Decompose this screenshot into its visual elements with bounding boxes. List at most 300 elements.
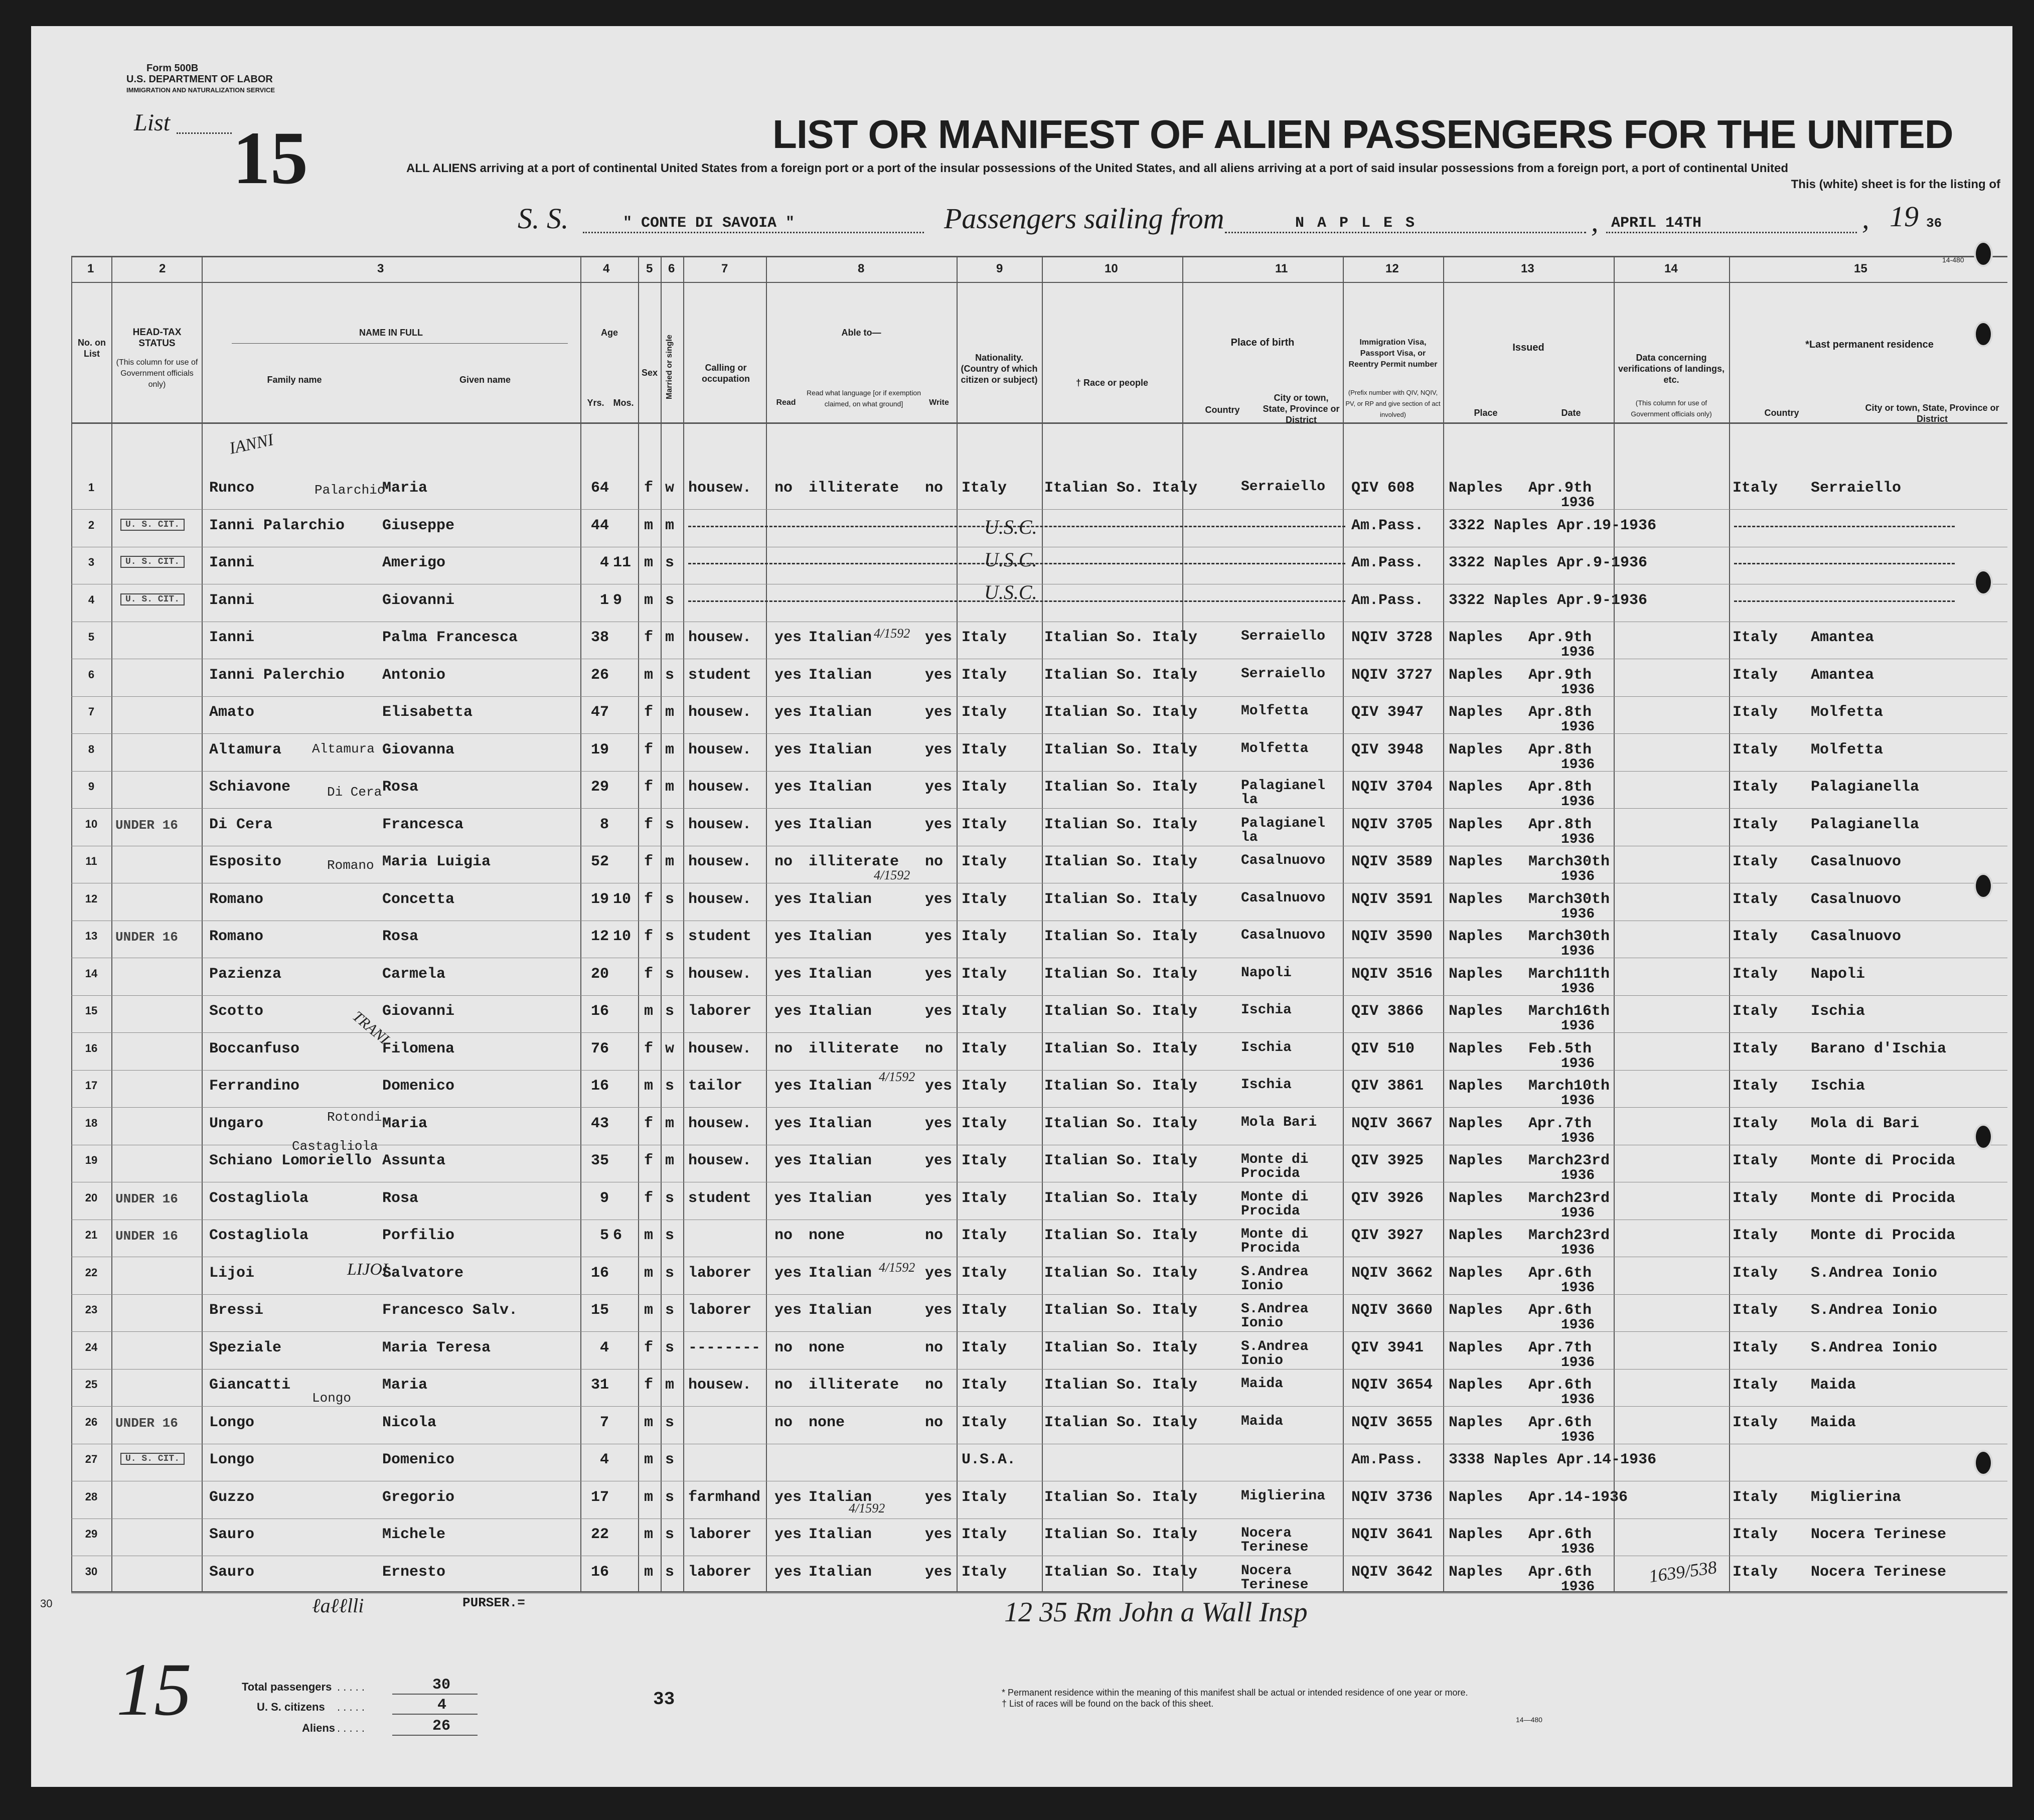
header-last-residence: *Last permanent residence xyxy=(1805,339,1934,350)
purser-signature: ℓaℓℓlli xyxy=(312,1594,364,1617)
row-number: 16 xyxy=(85,1042,98,1054)
cell-race: Italian So. xyxy=(1044,1265,1144,1282)
cell-bcity: Ischia xyxy=(1241,1040,1292,1055)
col-num-11: 11 xyxy=(1275,262,1288,275)
cell-given: Assunta xyxy=(382,1152,446,1169)
cell-idate: March16th xyxy=(1528,1003,1610,1020)
cell-rcountry: Italy xyxy=(1733,1489,1778,1506)
cell-occ: housew. xyxy=(688,704,752,721)
row-number: 12 xyxy=(85,892,98,905)
cell-occ: student xyxy=(688,1190,752,1207)
us-citizens-label: U. S. citizens xyxy=(257,1701,325,1713)
cell-bcountry: Italy xyxy=(1152,1564,1198,1581)
cell-write: yes xyxy=(925,704,953,721)
cell-sex: f xyxy=(644,1377,654,1394)
cell-bcountry: Italy xyxy=(1152,1339,1198,1356)
cell-iplace: Naples xyxy=(1449,779,1503,796)
cell-race: Italian So. xyxy=(1044,1227,1144,1244)
cell-ms: m xyxy=(665,741,675,759)
cell-nat: Italy xyxy=(962,704,1007,721)
cell-yrs: 1 xyxy=(599,592,609,609)
cell-rcountry: Italy xyxy=(1733,1377,1778,1394)
cell-yrs: 38 xyxy=(590,629,609,646)
cell-given: Maria xyxy=(382,1377,428,1394)
annotation-ianni: IANNI xyxy=(228,430,275,458)
cell-write: yes xyxy=(925,816,953,833)
cell-given: Francesco Salv. xyxy=(382,1302,518,1319)
cell-race: Italian So. xyxy=(1044,891,1144,908)
cell-visa: QIV 3866 xyxy=(1351,1003,1424,1020)
cell-idate: Apr.14-1936 xyxy=(1528,1489,1628,1506)
cell-race: Italian So. xyxy=(1044,1078,1144,1095)
cell-yrs: 16 xyxy=(590,1003,609,1020)
row-number: 20 xyxy=(85,1191,98,1204)
service: IMMIGRATION AND NATURALIZATION SERVICE xyxy=(126,86,275,94)
cell-ms: s xyxy=(665,1339,675,1356)
cell-family: Ianni Palerchio xyxy=(209,667,345,684)
cell-write: yes xyxy=(925,667,953,684)
cell-bcity: Nocera Terinese xyxy=(1241,1563,1309,1593)
cell-bcountry: Italy xyxy=(1152,480,1198,497)
cell-family: Romano xyxy=(209,928,264,945)
cell-rcity: Molfetta xyxy=(1811,704,1884,721)
total-passengers-label: Total passengers xyxy=(242,1681,332,1693)
cell-race: Italian So. xyxy=(1044,928,1144,945)
cell-given: Maria Luigia xyxy=(382,853,491,870)
cell-family: Schiano Lomoriello xyxy=(209,1152,372,1169)
header-given-name: Given name xyxy=(459,375,511,385)
cell-sex: f xyxy=(644,966,654,983)
cell-bcountry: Italy xyxy=(1152,704,1198,721)
cell-rcity: Ischia xyxy=(1811,1003,1865,1020)
cell-write: yes xyxy=(925,1489,953,1506)
cell-occ: student xyxy=(688,928,752,945)
cell-read: no xyxy=(774,1227,793,1244)
cell-sex: f xyxy=(644,1152,654,1169)
cell-sex: f xyxy=(644,1190,654,1207)
cell-iplace: Naples xyxy=(1449,1115,1503,1132)
ship-name: " CONTE DI SAVOIA " xyxy=(623,215,795,232)
cell-given: Michele xyxy=(382,1526,446,1543)
cell-yrs: 22 xyxy=(590,1526,609,1543)
row-divider xyxy=(71,733,2007,734)
cell-rcity: Maida xyxy=(1811,1414,1856,1431)
row-divider xyxy=(71,509,2007,510)
cell-iplace: Naples xyxy=(1449,1003,1503,1020)
cell-rcountry: Italy xyxy=(1733,1339,1778,1356)
cell-read: yes xyxy=(774,966,802,983)
comma-2: , xyxy=(1862,202,1869,235)
cell-iyear: 1936 xyxy=(1561,1542,1595,1557)
cell-sex: f xyxy=(644,704,654,721)
cell-race: Italian So. xyxy=(1044,704,1144,721)
cell-iplace: Naples xyxy=(1449,928,1503,945)
header-visa-note: (Prefix number with QIV, NQIV, PV, or RP and give section of act involved) xyxy=(1345,389,1441,418)
cell-family: Scotto xyxy=(209,1003,264,1020)
cell-rcountry: Italy xyxy=(1733,704,1778,721)
cell-visa: QIV 3948 xyxy=(1351,741,1424,759)
footnote-1: * Permanent residence within the meaning of this manifest shall be actual or intended residence of one year or more. xyxy=(1002,1688,1468,1698)
cell-ms: m xyxy=(665,1115,675,1132)
cell-rcity: Barano d'Ischia xyxy=(1811,1040,1947,1057)
footnote-2: † List of races will be found on the back of this sheet. xyxy=(1002,1699,1214,1709)
cell-bcity: Molfetta xyxy=(1241,703,1309,719)
row-divider xyxy=(71,1331,2007,1332)
cell-occ: student xyxy=(688,667,752,684)
cell-given: Giuseppe xyxy=(382,517,455,534)
cell-lang: Italian xyxy=(809,891,872,908)
cell-sex: f xyxy=(644,741,654,759)
cell-rcountry: Italy xyxy=(1733,629,1778,646)
head-tax-stamp: UNDER 16 xyxy=(115,818,178,833)
cell-idate: Apr.9th xyxy=(1528,629,1592,646)
cell-read: yes xyxy=(774,816,802,833)
cell-visa: NQIV 3641 xyxy=(1351,1526,1433,1543)
cell-ms: s xyxy=(665,1190,675,1207)
cell-nat: Italy xyxy=(962,629,1007,646)
cell-iyear: 1936 xyxy=(1561,869,1595,884)
row-total-mark: 30 xyxy=(40,1597,53,1610)
cell-sex: f xyxy=(644,891,654,908)
cell-bcountry: Italy xyxy=(1152,1414,1198,1431)
cell-race: Italian So. xyxy=(1044,1190,1144,1207)
cell-idate: March23rd xyxy=(1528,1190,1610,1207)
cell-yrs: 31 xyxy=(590,1377,609,1394)
cell-lang: Italian xyxy=(809,1526,872,1543)
cell-yrs: 52 xyxy=(590,853,609,870)
annotation-code-1: 4/1592 xyxy=(874,868,910,882)
cell-write: yes xyxy=(925,966,953,983)
cell-ms: m xyxy=(665,704,675,721)
cell-rcountry: Italy xyxy=(1733,1040,1778,1057)
cell-yrs: 47 xyxy=(590,704,609,721)
cell-visa: NQIV 3705 xyxy=(1351,816,1433,833)
cell-idate: Apr.6th xyxy=(1528,1265,1592,1282)
cell-visa: NQIV 3728 xyxy=(1351,629,1433,646)
cell-sex: f xyxy=(644,1339,654,1356)
cell-ms: s xyxy=(665,1003,675,1020)
row-number: 23 xyxy=(85,1303,98,1316)
row-number: 13 xyxy=(85,930,98,942)
cell-bcity: Ischia xyxy=(1241,1002,1292,1018)
cell-bcity: Maida xyxy=(1241,1376,1284,1392)
annotation-lijoi: LIJOI xyxy=(347,1260,388,1279)
row-number: 8 xyxy=(88,743,95,755)
header-res-city: City or town, State, Province or District xyxy=(1865,403,1999,424)
row-number: 2 xyxy=(88,519,95,531)
cell-rcity: Casalnuovo xyxy=(1811,853,1902,870)
cell-nat: Italy xyxy=(962,1339,1007,1356)
row-number: 7 xyxy=(88,705,95,718)
cell-given: Rosa xyxy=(382,779,419,796)
cell-bcity: Molfetta xyxy=(1241,741,1309,756)
col-num-9: 9 xyxy=(996,262,1003,275)
cell-write: yes xyxy=(925,1265,953,1282)
cell-nat: Italy xyxy=(962,1190,1007,1207)
cell-read: no xyxy=(774,853,793,870)
cell-iplace: Naples xyxy=(1449,1564,1503,1581)
cell-given: Salvatore xyxy=(382,1265,464,1282)
cell-sex: m xyxy=(644,554,654,571)
cell-rcountry: Italy xyxy=(1733,1302,1778,1319)
cell-iplace: Naples xyxy=(1449,667,1503,684)
cell-visa: NQIV 3704 xyxy=(1351,779,1433,796)
cell-sex: f xyxy=(644,480,654,497)
cell-yrs: 15 xyxy=(590,1302,609,1319)
dots-3: . . . . . xyxy=(337,1722,365,1734)
cell-iplace: Naples xyxy=(1449,1414,1503,1431)
cell-sex: m xyxy=(644,592,654,609)
cell-iyear: 1936 xyxy=(1561,1355,1595,1371)
col-num-15: 15 xyxy=(1854,262,1867,275)
header-country: Country xyxy=(1205,405,1240,415)
cell-sex: m xyxy=(644,1414,654,1431)
cell-occ: housew. xyxy=(688,853,752,870)
cell-race: Italian So. xyxy=(1044,480,1144,497)
head-tax-stamp: UNDER 16 xyxy=(115,1416,178,1431)
cell-bcity: Maida xyxy=(1241,1414,1284,1429)
cell-sex: f xyxy=(644,629,654,646)
cell-rcity: Nocera Terinese xyxy=(1811,1564,1947,1581)
cell-given: Domenico xyxy=(382,1451,455,1468)
cell-given: Rosa xyxy=(382,928,419,945)
col-num-2: 2 xyxy=(159,262,166,275)
cell-read: no xyxy=(774,480,793,497)
cell-rcountry: Italy xyxy=(1733,853,1778,870)
cell-yrs: 44 xyxy=(590,517,609,534)
cell-rcity: Monte di Procida xyxy=(1811,1152,1956,1169)
cell-yrs: 19 xyxy=(590,741,609,759)
cell-ms: s xyxy=(665,1265,675,1282)
head-tax-stamp: UNDER 16 xyxy=(115,930,178,945)
row-number: 18 xyxy=(85,1117,98,1129)
cell-bcity: Ischia xyxy=(1241,1077,1292,1093)
cell-bcountry: Italy xyxy=(1152,1526,1198,1543)
cell-given: Maria xyxy=(382,1115,428,1132)
row-number: 11 xyxy=(85,855,97,867)
cell-visa: Am.Pass. xyxy=(1351,554,1424,571)
cell-given: Rosa xyxy=(382,1190,419,1207)
cell-race: Italian So. xyxy=(1044,1564,1144,1581)
annotation-longo: Longo xyxy=(312,1391,352,1406)
cell-occ: laborer xyxy=(688,1302,752,1319)
cell-rcountry: Italy xyxy=(1733,891,1778,908)
cell-occ: housew. xyxy=(688,779,752,796)
cell-lang: Italian xyxy=(809,667,872,684)
row-number: 25 xyxy=(85,1378,98,1391)
cell-idate: March30th xyxy=(1528,853,1610,870)
cell-nat: Italy xyxy=(962,1564,1007,1581)
cell-read: yes xyxy=(774,1003,802,1020)
cell-family: Speziale xyxy=(209,1339,282,1356)
cell-nat: Italy xyxy=(962,480,1007,497)
row-divider xyxy=(71,771,2007,772)
cell-visa: NQIV 3654 xyxy=(1351,1377,1433,1394)
cell-read: yes xyxy=(774,741,802,759)
cell-ms: s xyxy=(665,1526,675,1543)
cell-family: Boccanfuso xyxy=(209,1040,300,1057)
cell-nat: Italy xyxy=(962,741,1007,759)
cell-rcity: Molfetta xyxy=(1811,741,1884,759)
cell-bcountry: Italy xyxy=(1152,1003,1198,1020)
row-divider xyxy=(71,1294,2007,1295)
cell-rcountry: Italy xyxy=(1733,1078,1778,1095)
cell-idate: March23rd xyxy=(1528,1152,1610,1169)
cell-occ: housew. xyxy=(688,891,752,908)
cell-bcountry: Italy xyxy=(1152,1377,1198,1394)
cell-family: Ianni xyxy=(209,592,255,609)
cell-rcountry: Italy xyxy=(1733,928,1778,945)
cell-iplace: Naples xyxy=(1449,741,1503,759)
cell-bcity: Monte di Procida xyxy=(1241,1227,1309,1256)
cell-idate: Apr.6th xyxy=(1528,1377,1592,1394)
cell-given: Maria xyxy=(382,480,428,497)
cell-visa: NQIV 3727 xyxy=(1351,667,1433,684)
cell-race: Italian So. xyxy=(1044,816,1144,833)
cell-iplace: Naples xyxy=(1449,1190,1503,1207)
cell-bcountry: Italy xyxy=(1152,891,1198,908)
cell-race: Italian So. xyxy=(1044,1489,1144,1506)
cell-read: yes xyxy=(774,779,802,796)
cell-iplace: Naples xyxy=(1449,1265,1503,1282)
cell-occ: housew. xyxy=(688,816,752,833)
cell-race: Italian So. xyxy=(1044,1414,1144,1431)
page-mark: 33 xyxy=(653,1689,675,1710)
cell-bcountry: Italy xyxy=(1152,816,1198,833)
header-head-tax: HEAD-TAX STATUS xyxy=(132,327,182,349)
cell-iyear: 1936 xyxy=(1561,1056,1595,1072)
cell-idate: Feb.5th xyxy=(1528,1040,1592,1057)
cell-iyear: 1936 xyxy=(1561,1392,1595,1408)
cell-iplace: Naples xyxy=(1449,891,1503,908)
header-issued-date: Date xyxy=(1561,408,1581,418)
cell-bcity: Casalnuovo xyxy=(1241,853,1326,868)
cell-iplace: Naples xyxy=(1449,1040,1503,1057)
cell-ms: s xyxy=(665,554,675,571)
cell-iplace: 3322 Naples Apr.19-1936 xyxy=(1449,517,1657,534)
cell-bcity: Mola Bari xyxy=(1241,1115,1317,1130)
cell-yrs: 4 xyxy=(599,1451,609,1468)
cell-iyear: 1936 xyxy=(1561,719,1595,735)
cell-sex: f xyxy=(644,816,654,833)
row-number: 27 xyxy=(85,1453,98,1465)
cell-yrs: 19 xyxy=(590,891,609,908)
cell-idate: Apr.8th xyxy=(1528,741,1592,759)
cell-write: yes xyxy=(925,1564,953,1581)
head-tax-stamp: U. S. CIT. xyxy=(120,519,185,531)
cell-read: no xyxy=(774,1339,793,1356)
cell-rcountry: Italy xyxy=(1733,816,1778,833)
cell-nat: Italy xyxy=(962,779,1007,796)
cell-family: Ungaro xyxy=(209,1115,264,1132)
cell-sex: m xyxy=(644,1489,654,1506)
cell-occ: housew. xyxy=(688,741,752,759)
cell-family: Di Cera xyxy=(209,816,273,833)
cell-iplace: 3338 Naples Apr.14-1936 xyxy=(1449,1451,1657,1468)
inspector-signature: 12 35 Rm John a Wall Insp xyxy=(1004,1597,1308,1628)
cell-family: Sauro xyxy=(209,1526,255,1543)
cell-idate: Apr.6th xyxy=(1528,1302,1592,1319)
row-number: 22 xyxy=(85,1266,98,1279)
cell-rcity: Maida xyxy=(1811,1377,1856,1394)
annotation-palarchio: Palarchio xyxy=(315,483,385,498)
cell-lang: illiterate xyxy=(809,1040,899,1057)
cell-rcity: Miglierina xyxy=(1811,1489,1902,1506)
cell-ms: s xyxy=(665,891,675,908)
cell-race: Italian So. xyxy=(1044,1339,1144,1356)
row-number: 17 xyxy=(85,1079,98,1092)
cell-ms: s xyxy=(665,1302,675,1319)
cell-yrs: 8 xyxy=(599,816,609,833)
cell-sex: m xyxy=(644,667,654,684)
cell-rcountry: Italy xyxy=(1733,1227,1778,1244)
annotation-trani: TRANI xyxy=(349,1008,392,1048)
cell-occ: -------- xyxy=(688,1339,761,1356)
annotation-rotondi: Rotondi xyxy=(327,1110,382,1125)
cell-ms: s xyxy=(665,592,675,609)
cell-race: Italian So. xyxy=(1044,1526,1144,1543)
cell-yrs: 7 xyxy=(599,1414,609,1431)
cell-iyear: 1936 xyxy=(1561,1093,1595,1109)
cell-iyear: 1936 xyxy=(1561,757,1595,773)
cell-bcountry: Italy xyxy=(1152,629,1198,646)
cell-write: yes xyxy=(925,1115,953,1132)
cell-family: Esposito xyxy=(209,853,282,870)
cell-rcountry: Italy xyxy=(1733,779,1778,796)
cell-yrs: 4 xyxy=(599,1339,609,1356)
header-issued-place: Place xyxy=(1474,408,1498,418)
cell-idate: Apr.6th xyxy=(1528,1414,1592,1431)
cell-nat: Italy xyxy=(962,1040,1007,1057)
cell-race: Italian So. xyxy=(1044,1003,1144,1020)
cell-yrs: 76 xyxy=(590,1040,609,1057)
cell-rcity: S.Andrea Ionio xyxy=(1811,1339,1938,1356)
row-number: 30 xyxy=(85,1565,98,1578)
cell-ms: s xyxy=(665,1451,675,1468)
sailing-date: APRIL 14TH xyxy=(1611,215,1702,232)
annotation-usc-1: U.S.C. xyxy=(984,516,1037,538)
cell-lang: Italian xyxy=(809,966,872,983)
cell-visa: QIV 3861 xyxy=(1351,1078,1424,1095)
col-num-10: 10 xyxy=(1105,262,1118,275)
cell-iplace: Naples xyxy=(1449,1078,1503,1095)
row-divider xyxy=(71,1107,2007,1108)
col-num-4: 4 xyxy=(603,262,610,275)
header-res-country: Country xyxy=(1764,408,1799,418)
cell-idate: March10th xyxy=(1528,1078,1610,1095)
department: U.S. DEPARTMENT OF LABOR xyxy=(126,74,273,85)
head-tax-stamp: U. S. CIT. xyxy=(120,593,185,605)
cell-race: Italian So. xyxy=(1044,1040,1144,1057)
cell-bcity: Palagianel la xyxy=(1241,778,1326,808)
cell-iplace: Naples xyxy=(1449,1302,1503,1319)
cell-sex: m xyxy=(644,1227,654,1244)
cell-race: Italian So. xyxy=(1044,1115,1144,1132)
cell-rcountry: Italy xyxy=(1733,1265,1778,1282)
cell-race: Italian So. xyxy=(1044,629,1144,646)
cell-yrs: 20 xyxy=(590,966,609,983)
header-race: † Race or people xyxy=(1075,378,1149,388)
cell-family: Amato xyxy=(209,704,255,721)
col-num-5: 5 xyxy=(646,262,653,275)
cell-yrs: 64 xyxy=(590,480,609,497)
cell-nat: Italy xyxy=(962,1227,1007,1244)
head-tax-stamp: UNDER 16 xyxy=(115,1229,178,1244)
annotation-code-3: 4/1592 xyxy=(879,1070,915,1084)
col-num-7: 7 xyxy=(721,262,728,275)
row-divider xyxy=(71,696,2007,697)
cell-rcountry: Italy xyxy=(1733,1526,1778,1543)
